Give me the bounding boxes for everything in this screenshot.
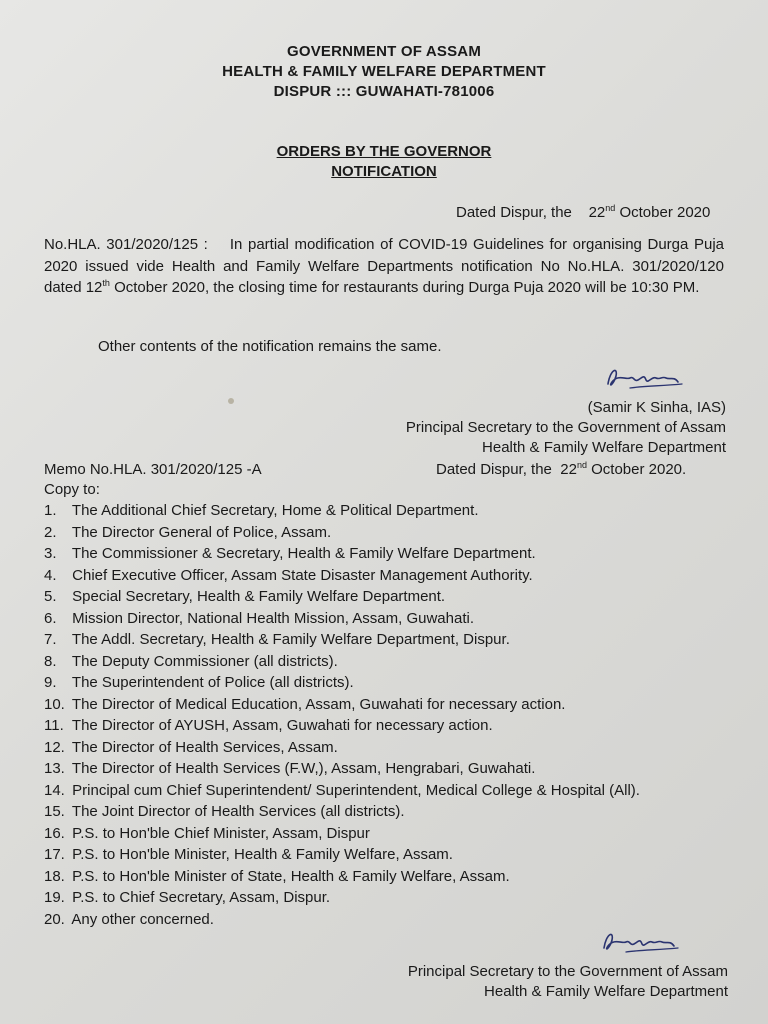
copy-item: [44, 694, 640, 716]
copy-item-number: 19.: [44, 889, 65, 906]
copy-item-number: 6.: [44, 609, 57, 627]
signatory-block: [406, 398, 726, 458]
copy-list: [44, 500, 640, 930]
body-text-a: In partial modification of COVID-19 Guidelines for organising Durga Puja 2020 issued vide Health and Family Welfare Departments notification No No.HLA. 301/2020/120 dated 12: [44, 236, 725, 296]
date-day: 22: [588, 204, 606, 221]
copy-item: [44, 887, 640, 909]
copy-item-text: Any other concerned.: [71, 910, 214, 928]
body-sup: th: [102, 278, 110, 288]
copy-item-text: P.S. to Chief Secretary, Assam, Dispur.: [72, 889, 331, 906]
copy-item-text: The Director of Health Services, Assam.: [71, 738, 338, 756]
signatory-title: Principal Secretary to the Government of Assam: [405, 419, 726, 436]
copy-item: [44, 715, 640, 737]
copy-item-number: 18.: [44, 867, 65, 885]
copy-item-text: P.S. to Hon'ble Minister of State, Health & Family Welfare, Assam.: [72, 867, 510, 885]
copy-item-number: 9.: [44, 674, 57, 691]
copy-item-number: 15.: [44, 803, 65, 820]
signature-image-2: [596, 926, 686, 960]
copy-item-text: The Commissioner & Secretary, Health & Family Welfare Department.: [71, 545, 536, 562]
copy-item: [44, 565, 640, 587]
copy-item-text: The Director of Medical Education, Assam, Guwahati for necessary action.: [71, 695, 566, 713]
copy-item: [44, 844, 640, 866]
copy-item-number: 1.: [44, 502, 57, 519]
date-suffix: nd: [605, 203, 616, 213]
copy-item-number: 20.: [44, 910, 65, 928]
copy-item-text: Chief Executive Officer, Assam State Disaster Management Authority.: [72, 566, 533, 584]
copy-item-text: Mission Director, National Health Mission, Assam, Guwahati.: [72, 609, 474, 627]
copy-item-text: The Addl. Secretary, Health & Family Welfare Department, Dispur.: [71, 631, 510, 648]
letterhead: [0, 42, 768, 102]
copy-item-number: 14.: [44, 781, 65, 799]
govt-name: GOVERNMENT OF ASSAM: [286, 43, 482, 60]
copy-item: [44, 866, 640, 888]
copy-item: [44, 608, 640, 630]
copy-item: [44, 672, 640, 694]
signature-image: [600, 362, 690, 396]
signatory2-department: Health & Family Welfare Department: [484, 983, 728, 1000]
department-name: HEALTH & FAMILY WELFARE DEPARTMENT: [222, 63, 546, 80]
copy-item: [44, 629, 640, 651]
date-rest: October 2020: [619, 204, 711, 221]
copy-item: [44, 543, 640, 565]
copy-item-text: The Joint Director of Health Services (all districts).: [71, 803, 405, 820]
signatory-name: (Samir K Sinha, IAS): [587, 399, 726, 416]
copy-item-text: Principal cum Chief Superintendent/ Superintendent, Medical College & Hospital (All).: [72, 781, 640, 799]
memo-number: Memo No.HLA. 301/2020/125 -A: [44, 461, 262, 478]
copy-item: [44, 909, 640, 931]
notification-number: No.HLA. 301/2020/125 :: [44, 236, 208, 253]
copy-item-text: The Deputy Commissioner (all districts).: [71, 652, 338, 670]
copy-item-text: The Superintendent of Police (all districts).: [71, 674, 354, 691]
copy-item-text: The Additional Chief Secretary, Home & Political Department.: [71, 502, 479, 519]
memo-date-day: 22: [560, 461, 577, 478]
signatory2-title: Principal Secretary to the Government of Assam: [407, 963, 728, 980]
copy-item: [44, 586, 640, 608]
copy-item-text: Special Secretary, Health & Family Welfare Department.: [72, 588, 446, 605]
copy-item-number: 7.: [44, 631, 57, 648]
date-prefix: Dated Dispur, the: [456, 204, 572, 221]
notification-title: NOTIFICATION: [331, 163, 437, 180]
copy-item-number: 11.: [44, 717, 64, 734]
memo-date-rest: October 2020.: [591, 461, 687, 478]
memo-date-prefix: Dated Dispur, the: [436, 461, 552, 478]
copy-item-number: 5.: [44, 588, 57, 605]
address: DISPUR ::: GUWAHATI-781006: [273, 83, 495, 100]
other-contents-note: Other contents of the notification remains the same.: [98, 338, 442, 355]
paper-mark: [228, 398, 234, 404]
copy-item-text: The Director General of Police, Assam.: [71, 523, 332, 541]
order-heading: [0, 142, 768, 182]
copy-item: [44, 651, 640, 673]
notification-body: [44, 234, 724, 299]
copy-item-text: P.S. to Hon'ble Chief Minister, Assam, Dispur: [72, 824, 370, 842]
body-text-b: October 2020, the closing time for restaurants during Durga Puja 2020 will be 10:30 PM.: [114, 279, 700, 296]
orders-title: ORDERS BY THE GOVERNOR: [276, 143, 492, 160]
signatory-department: Health & Family Welfare Department: [482, 439, 726, 456]
copy-item-text: P.S. to Hon'ble Minister, Health & Family Welfare, Assam.: [72, 846, 453, 863]
copy-item-number: 16.: [44, 824, 65, 842]
copy-item: [44, 801, 640, 823]
copy-item: [44, 737, 640, 759]
copy-item-number: 10.: [44, 695, 65, 713]
copy-item: [44, 500, 640, 522]
copy-item-number: 8.: [44, 652, 57, 670]
copy-item-number: 17.: [44, 846, 65, 863]
copy-item-number: 2.: [44, 523, 57, 541]
copy-to-label: Copy to:: [44, 481, 100, 498]
copy-item-number: 12.: [44, 738, 65, 756]
copy-item-number: 3.: [44, 545, 57, 562]
copy-item: [44, 780, 640, 802]
memo-date-suffix: nd: [576, 460, 587, 470]
copy-item: [44, 522, 640, 544]
copy-item: [44, 823, 640, 845]
copy-item-text: The Director of AYUSH, Assam, Guwahati for necessary action.: [71, 717, 493, 734]
copy-item: [44, 758, 640, 780]
copy-item-number: 13.: [44, 760, 65, 777]
copy-item-text: The Director of Health Services (F.W,), Assam, Hengrabari, Guwahati.: [71, 760, 536, 777]
signatory-block-2: [408, 962, 728, 1002]
memo-date: [436, 461, 686, 478]
notification-date: [456, 204, 710, 221]
copy-item-number: 4.: [44, 566, 57, 584]
